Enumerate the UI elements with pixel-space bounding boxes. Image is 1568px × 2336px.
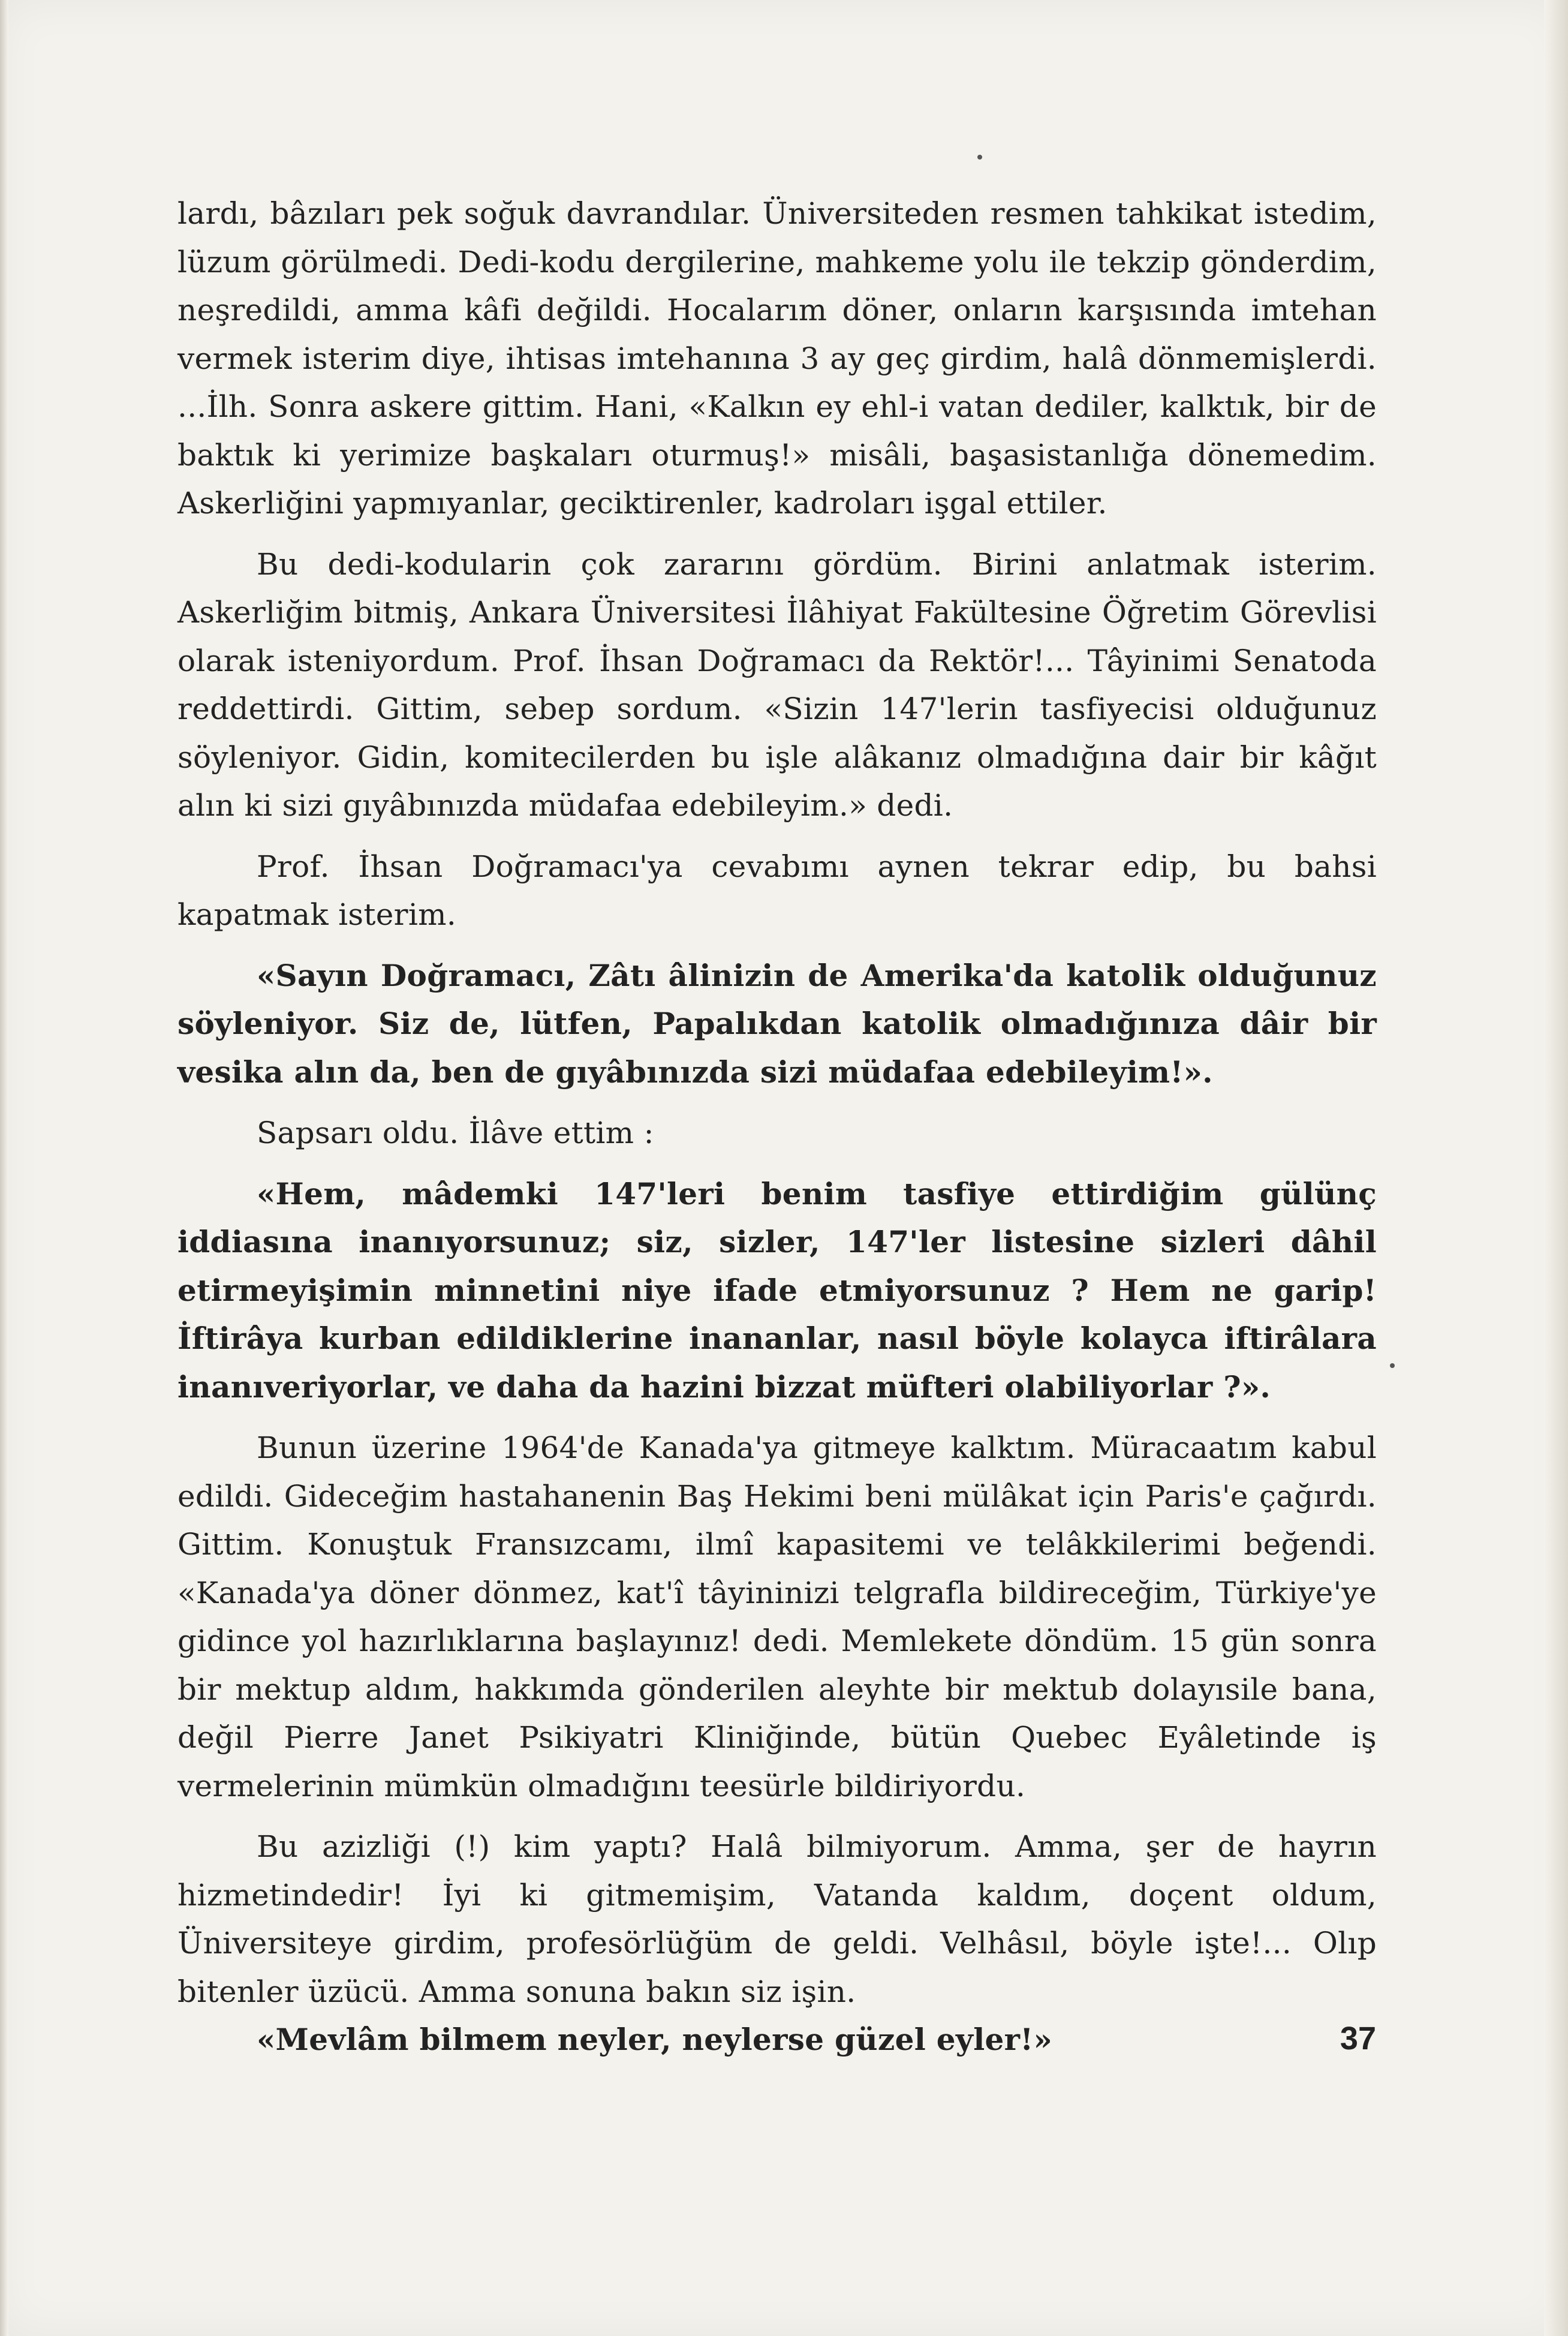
- paragraph: Bu azizliği (!) kim yaptı? Halâ bilmiyorum. Amma, şer de hayrın hizmetindedir! İyi ki gitmemişim, Vatanda kaldım, doçent oldum, Üniversiteye girdim, profesörlüğüm de geldi. Velhâsıl, böyle işte!... Olıp bitenler üzücü. Amma sonuna bakın siz işin.: [177, 1829, 1377, 2009]
- page-number: 37: [1340, 2021, 1376, 2057]
- paragraph: Sapsarı oldu. İlâve ettim :: [257, 1116, 654, 1150]
- body-text: [177, 190, 1377, 2064]
- page-right-edge: [1544, 0, 1568, 2336]
- paper-speck: [977, 155, 982, 160]
- closing-quote: «Mevlâm bilmem neyler, neylerse güzel eyler!»: [257, 2022, 1053, 2057]
- page-left-edge: [0, 0, 8, 2336]
- paragraph: Bu dedi-kodularin çok zararını gördüm. Birini anlatmak isterim. Askerliğim bitmiş, Ankara Üniversitesi İlâhiyat Fakültesine Öğretim Görevlisi olarak isteniyordum. Prof. İhsan Doğramacı da Rektör!... Tâyinimi Senatoda reddettirdi. Gittim, sebep sordum. «Sizin 147'lerin tasfiyecisi olduğunuz söyleniyor. Gidin, komitecilerden bu işle alâkanız olmadığına dair bir kâğıt alın ki sizi gıyâbınızda müdafaa edebileyim.» dedi.: [177, 546, 1377, 823]
- paper-speck: [1390, 1363, 1395, 1368]
- paragraph: Bunun üzerine 1964'de Kanada'ya gitmeye kalktım. Müracaatım kabul edildi. Gideceğim hastahanenin Baş Hekimi beni mülâkat için Paris'e çağırdı. Gittim. Konuştuk Fransızcamı, ilmî kapasitemi ve telâkkilerimi beğendi. «Kanada'ya döner dönmez, kat'î tâyininizi telgrafla bildireceğim, Türkiye'ye gidince yol hazırlıklarına başlayınız! dedi. Memlekete döndüm. 15 gün sonra bir mektup aldım, hakkımda gönderilen aleyhte bir mektub dolayısile bana, değil Pierre Janet Psikiyatri Kliniğinde, bütün Quebec Eyâletinde iş vermelerinin mümkün olmadığını teesürle bildiriyordu.: [177, 1430, 1377, 1803]
- quote-paragraph: «Sayın Doğramacı, Zâtı âlinizin de Amerika'da katolik olduğunuz söyleniyor. Siz de, lütfen, Papalıkdan katolik olmadığınıza dâir bir vesika alın da, ben de gıyâbınızda sizi müdafaa edebileyim!».: [177, 957, 1377, 1090]
- quote-paragraph: «Hem, mâdemki 147'leri benim tasfiye ettirdiğim gülünç iddiasına inanıyorsunuz; siz, sizler, 147'ler listesine sizleri dâhil etirmeyişimin minnetini niye ifade etmiyorsunuz ? Hem ne garip! İftirâya kurban edildiklerine inananlar, nasıl böyle kolayca iftirâlara inanıveriyorlar, ve daha da hazini bizzat müfteri olabiliyorlar ?».: [177, 1175, 1377, 1405]
- paragraph: Prof. İhsan Doğramacı'ya cevabımı aynen tekrar edip, bu bahsi kapatmak isterim.: [177, 849, 1377, 932]
- paragraph: lardı, bâzıları pek soğuk davrandılar. Üniversiteden resmen tahkikat istedim, lüzum görülmedi. Dedi-kodu dergilerine, mahkeme yolu ile tekzip gönderdim, neşredildi, amma kâfi değildi. Hocalarım döner, onların karşısında imtehan vermek isterim diye, ihtisas imtehanına 3 ay geç girdim, halâ dönmemişlerdi. ...İlh. Sonra askere gittim. Hani, «Kalkın ey ehl-i vatan dediler, kalktık, bir de baktık ki yerimize başkaları oturmuş!» misâli, başasistanlığa dönemedim. Askerliğini yapmıyanlar, geciktirenler, kadroları işgal ettiler.: [177, 196, 1377, 521]
